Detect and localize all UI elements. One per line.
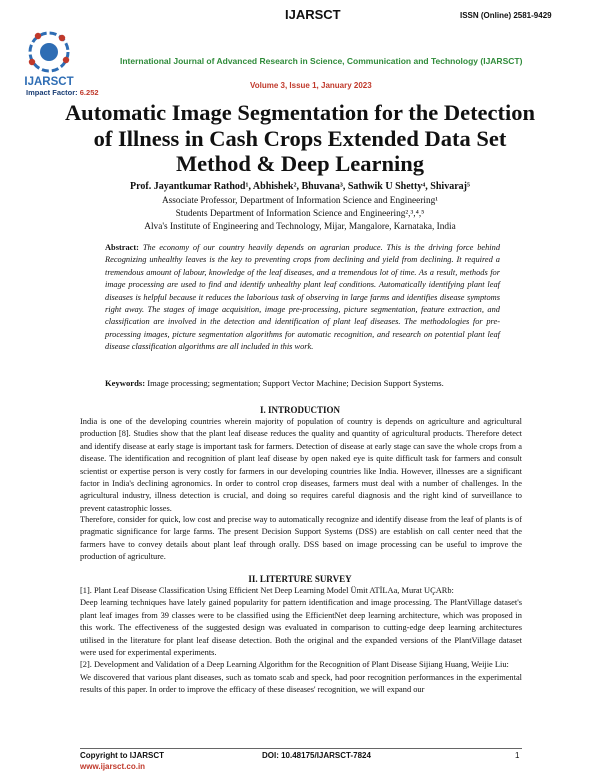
abstract-label: Abstract: [105, 243, 139, 252]
paper-title: Automatic Image Segmentation for the Detection of Illness in Cash Crops Extended Data Set Method & Deep Learning [64, 100, 536, 176]
footer-copyright: Copyright to IJARSCT [80, 751, 164, 760]
impact-factor [26, 88, 99, 97]
issn: ISSN (Online) 2581-9429 [460, 11, 552, 20]
section-heading-literature: II. LITERTURE SURVEY [248, 574, 352, 584]
footer-rule [80, 748, 522, 749]
impact-factor-value: 6.252 [79, 88, 99, 97]
lit-ref-2-body: We discovered that various plant diseases, such as tomato scab and speck, had poor recognition performances in the experimental results of this paper. In order to improve the efficacy of these diseases' recognition, we will expand our [80, 672, 522, 695]
volume-issue: Volume 3, Issue 1, January 2023 [250, 81, 372, 90]
journal-full-name: International Journal of Advanced Research in Science, Communication and Technology (IJARSCT) [120, 56, 523, 66]
lit-ref-2-title: [2]. Development and Validation of a Deep Learning Algorithm for the Recognition of Plant Disease Sijiang Huang, Weijie Liu: [80, 660, 509, 670]
abstract-text: The economy of our country heavily depends on agrarian produce. This is the driving force behind Recognizing unhealthy leaves is the key to preventing crops from declining and yield from declining. It required a tremendous amount of labour, knowledge of the leaf diseases, and a tremendous lot of time. As a result, methods for image processing are used to find and identify unhealthy plant leaf conditions. Automatically identifying plant leaf diseases is helpful because it reduces the laborious task of observing in large farms and identifies disease symptoms right away. The stages of image acquisition, image pre-processing, picture segmentation, feature extraction, and classification are involved in the detection and identification of plant leaf diseases. The methodologies for pre-processing images, picture segmentation algorithms for automatic recognition, and research on potential plant leaf disease classification algorithms are all included in this work. [105, 243, 501, 352]
logo-text: IJARSCT [24, 76, 74, 88]
lit-ref-1-title: [1]. Plant Leaf Disease Classification Using Efficient Net Deep Learning Model Ümit ATİLAa, Murat UÇARb: [80, 586, 454, 595]
keywords-label: Keywords: [105, 378, 146, 388]
keywords-text: Image processing; segmentation; Support Vector Machine; Decision Support Systems. [147, 378, 444, 388]
affiliation-3: Alva's Institute of Engineering and Technology, Mijar, Mangalore, Karnataka, India [144, 222, 456, 232]
lit-ref-1-body: Deep learning techniques have lately gained popularity for pattern identification and image processing. The PlantVillage dataset's plant leaf images from 39 classes were to be classified using the EfficientNet deep learning architecture, which was proposed in this work. The effectiveness of the suggested design was evaluated in comparison to cutting-edge deep learning architectures utilised in the literature for plant leaf disease detection. Both the original and the expanded versions of the PlantVillage dataset were used for experimental experiments. [80, 598, 522, 658]
section-heading-introduction: I. INTRODUCTION [259, 405, 340, 415]
authors: Prof. Jayantkumar Rathod¹, Abhishek², Bhuvana³, Sathwik U Shetty⁴, Shivaraj⁵ [130, 181, 470, 192]
page-number: 1 [515, 751, 520, 760]
journal-logo [14, 24, 84, 96]
journal-short-name: IJARSCT [285, 7, 341, 22]
affiliation-1: Associate Professor, Department of Information Science and Engineering¹ [161, 196, 439, 206]
affiliation-2: Students Department of Information Science and Engineering²,³,⁴,⁵ [175, 209, 425, 219]
footer-doi-link[interactable]: DOI: 10.48175/IJARSCT-7824 [262, 751, 371, 760]
intro-paragraph-2: Therefore, consider for quick, low cost and precise way to automatically recognize and identify disease from the leaf of plants is of pragmatic significance for large farms. The present Decision Support Systems (DSS) are establish on call center need that the farmers have to convey details about plant leaf through orally. DSS based on image processing can be useful to improve the production of agriculture. [80, 515, 522, 562]
keywords [105, 378, 505, 388]
abstract [105, 242, 500, 354]
literature-survey [80, 585, 522, 697]
impact-factor-label: Impact Factor: [26, 88, 80, 97]
footer-website-link[interactable]: www.ijarsct.co.in [80, 762, 146, 771]
intro-paragraph-1: India is one of the developing countries wherein majority of population of country is depends on agriculture and agricultural production [8]. Studies show that the plant leaf disease reduces the quality and quantity of agricultural products. Therefore detect and identify disease at early stage is important task for farmers. Detection of disease at early stage can save the whole crops from a disease. The identification and recognition of plant leaf disease by open naked eye is quite difficult task for farmers and consult scientist or expertise person is very costly for farmers in our developing countries like India. However, illnesses are a significant factor in India's declining agronomics. In order to control crop diseases, farmers must deal with a number of challenges. In the agricultural industry, illness detection is crucial, and doing so requires careful diagnosis and the right kind of surveillance to prevent catastrophic losses. [80, 417, 522, 513]
